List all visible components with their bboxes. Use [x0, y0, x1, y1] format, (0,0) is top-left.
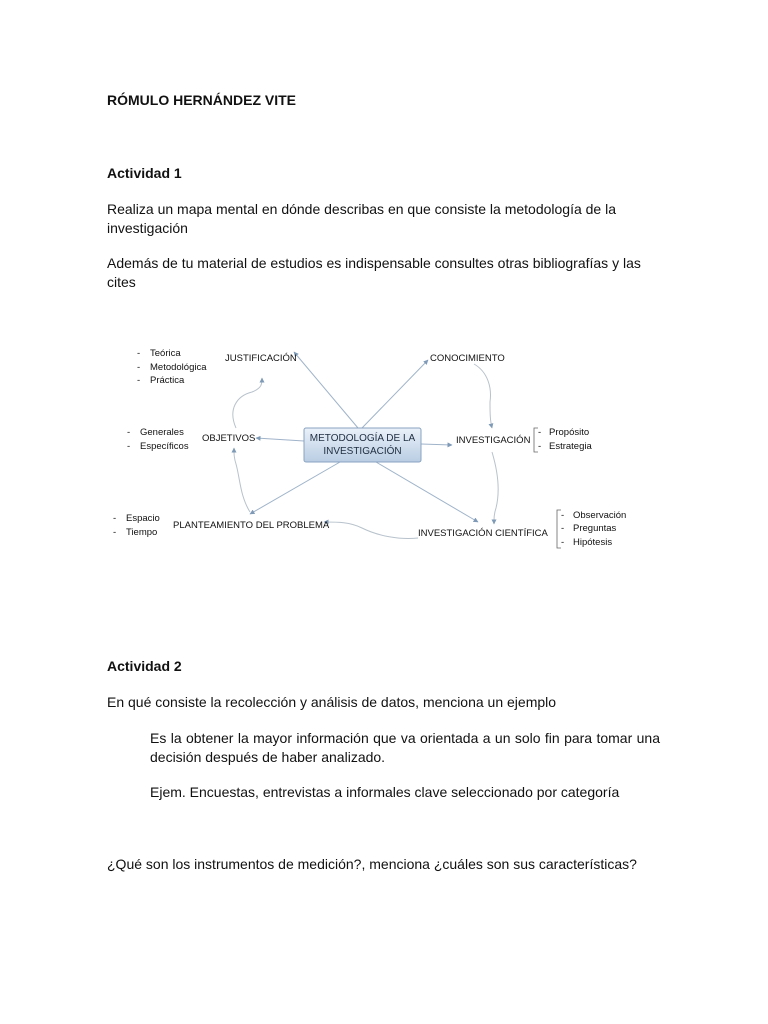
planteamiento-item-tiempo: Tiempo	[126, 527, 158, 538]
activity-2-answer-1: Es la obtener la mayor información que va orientada a un solo fin para tomar una decisión después de haber analizado.	[150, 730, 660, 765]
activity-2-answer-2: Ejem. Encuestas, entrevistas a informales clave seleccionado por categoría	[150, 784, 620, 800]
objetivos-item-generales: Generales	[140, 427, 184, 438]
node-investigacion-cientifica: INVESTIGACIÓN CIENTÍFICA	[418, 528, 548, 539]
dash: -	[538, 441, 542, 452]
activity-2-heading: Actividad 2	[107, 658, 182, 674]
center-node-line-2: INVESTIGACIÓN	[323, 446, 402, 457]
curve-objetivos-justificacion	[233, 378, 262, 428]
center-node-line-1: METODOLOGÍA DE LA	[309, 433, 416, 444]
dash: -	[127, 441, 131, 452]
dash: -	[561, 510, 565, 521]
cientifica-item-hipotesis: Hipótesis	[573, 537, 613, 548]
connector-conocimiento	[362, 360, 428, 428]
node-conocimiento: CONOCIMIENTO	[430, 353, 505, 364]
investigacion-item-proposito: Propósito	[549, 427, 590, 438]
cientifica-item-observacion: Observación	[573, 510, 627, 521]
justificacion-item-metodologica: Metodológica	[150, 362, 207, 373]
node-investigacion: INVESTIGACIÓN	[456, 435, 531, 446]
curve-conocimiento-investigacion	[474, 364, 492, 428]
dash: -	[561, 523, 565, 534]
connector-planteamiento	[250, 462, 340, 514]
justificacion-item-teorica: Teórica	[150, 348, 181, 359]
cientifica-item-preguntas: Preguntas	[573, 523, 617, 534]
dash: -	[113, 513, 117, 524]
objetivos-item-especificos: Específicos	[140, 441, 189, 452]
author-name: RÓMULO HERNÁNDEZ VITE	[107, 92, 296, 108]
activity-2-question-1: En qué consiste la recolección y análisis de datos, menciona un ejemplo	[107, 694, 557, 710]
planteamiento-item-espacio: Espacio	[126, 513, 160, 524]
dash: -	[127, 427, 131, 438]
curve-planteamiento-objetivos	[234, 448, 250, 512]
curve-cientifica-planteamiento	[324, 522, 418, 539]
investigacion-item-estrategia: Estrategia	[549, 441, 592, 452]
activity-1-heading: Actividad 1	[107, 165, 182, 181]
connector-investigacion	[421, 444, 452, 445]
dash: -	[113, 527, 117, 538]
connector-investigacion-cientifica	[376, 462, 478, 522]
dash: -	[137, 348, 141, 359]
dash: -	[137, 362, 141, 373]
dash: -	[137, 375, 141, 386]
dash: -	[538, 427, 542, 438]
activity-1-paragraph-2: Además de tu material de estudios es indispensable consultes otras bibliografías y las cites	[107, 255, 641, 290]
dash: -	[561, 537, 565, 548]
justificacion-item-practica: Práctica	[150, 375, 185, 386]
activity-2-question-2: ¿Qué son los instrumentos de medición?, menciona ¿cuáles son sus características?	[107, 856, 637, 872]
curve-investigacion-cientifica	[492, 452, 498, 524]
connector-justificacion	[294, 352, 358, 428]
activity-1-paragraph-1: Realiza un mapa mental en dónde describas en que consiste la metodología de la investigación	[107, 201, 616, 236]
node-planteamiento: PLANTEAMIENTO DEL PROBLEMA	[173, 520, 330, 531]
connector-objetivos	[256, 438, 304, 441]
node-justificacion: JUSTIFICACIÓN	[225, 353, 297, 364]
node-objetivos: OBJETIVOS	[202, 433, 256, 444]
